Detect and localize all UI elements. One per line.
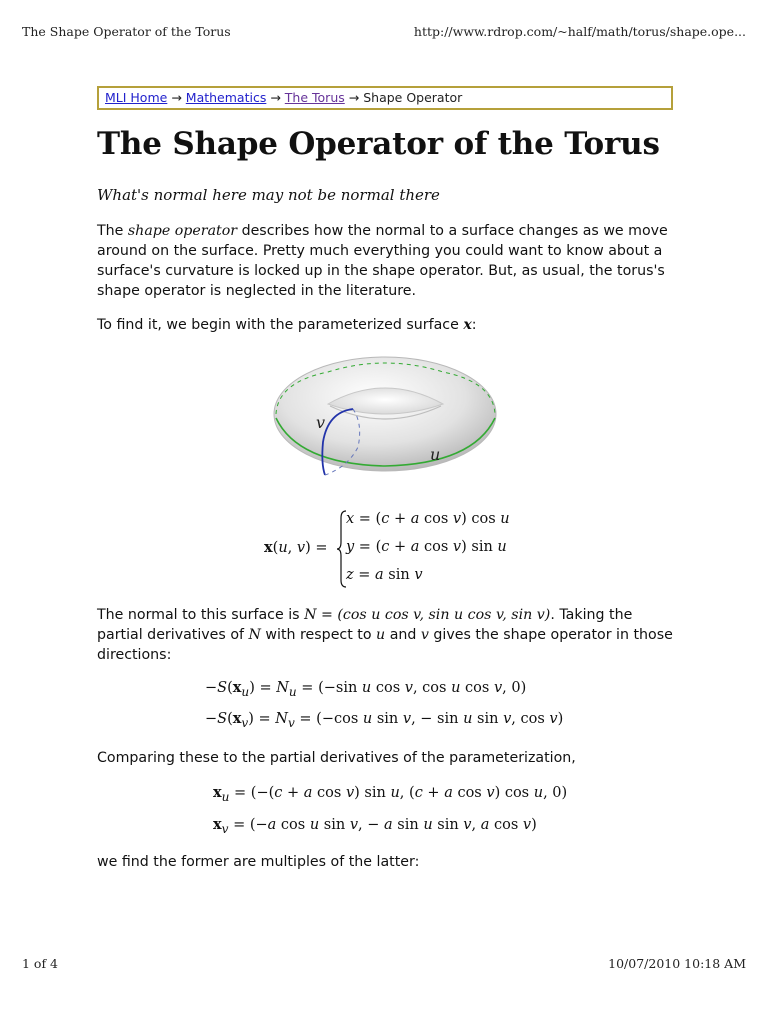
label-v: v	[316, 413, 326, 432]
normal-and: and	[385, 627, 421, 643]
find-it-end: :	[471, 317, 477, 333]
comparing-paragraph: Comparing these to the partial derivatives of the parameterization,	[97, 750, 576, 766]
print-footer-page-count: 1 of 4	[22, 956, 59, 971]
label-u: u	[430, 445, 441, 464]
param-eq-z: z = a sin v	[346, 567, 423, 583]
intro-paragraph	[97, 221, 677, 301]
normal-N: N	[248, 627, 261, 643]
intro-term: shape operator	[127, 223, 238, 239]
normal-definition: N = (cos u cos v, sin u cos v, sin v)	[304, 607, 551, 623]
find-it-symbol: x	[463, 317, 472, 333]
param-eq-lhs: x(u, v) =	[264, 539, 328, 556]
breadcrumb-link-the-torus[interactable]: The Torus	[284, 90, 345, 105]
print-header-title: The Shape Operator of the Torus	[22, 24, 231, 39]
normal-paragraph	[97, 605, 677, 665]
conclusion-paragraph: we find the former are multiples of the latter:	[97, 854, 420, 870]
normal-part4: gives the shape operator in those directions:	[97, 627, 673, 663]
print-header-url: http://www.rdrop.com/~half/math/torus/shape.ope...	[413, 24, 746, 39]
normal-v: v	[420, 627, 429, 643]
breadcrumb	[97, 86, 673, 110]
print-footer-timestamp: 10/07/2010 10:18 AM	[608, 956, 746, 971]
normal-part1: The normal to this surface is	[97, 607, 305, 623]
param-eq-x: x = (c + a cos v) cos u	[346, 511, 510, 527]
normal-u: u	[376, 627, 386, 643]
breadcrumb-separator: →	[270, 90, 281, 105]
breadcrumb-separator: →	[171, 90, 182, 105]
deriv-eq-v: $x_v = (-a$ cos u sin v, − a sin u sin v, a cos v)	[213, 816, 537, 836]
page-subtitle: What's normal here may not be normal there	[97, 186, 440, 204]
torus-figure	[268, 352, 503, 482]
breadcrumb-link-mli-home[interactable]: MLI Home	[105, 90, 168, 105]
intro-rest: describes how the normal to a surface changes as we move around on the surface. Pretty much everything you could want to know about a surface's curvature is locked up in the shape operator. But, as usual, the torus's shape operator is neglected in the literature.	[97, 223, 668, 299]
shape-eq-v: $-S(x_v) = N_v = (-\cos$ u sin v, − sin u sin v, cos v)	[205, 710, 564, 730]
find-it-text: To find it, we begin with the parameterized surface	[97, 317, 464, 333]
param-eq-y: y = (c + a cos v) sin u	[346, 539, 507, 555]
find-it-paragraph	[97, 315, 677, 335]
page-title: The Shape Operator of the Torus	[97, 126, 660, 162]
intro-lead: The	[97, 223, 128, 239]
deriv-eq-u: $x_u = (-(c + a$ cos v) sin u, (c + a cos v) cos u, 0)	[213, 784, 568, 804]
breadcrumb-current: Shape Operator	[363, 90, 463, 105]
breadcrumb-separator: →	[348, 90, 360, 105]
breadcrumb-link-mathematics[interactable]: Mathematics	[185, 90, 267, 105]
shape-eq-u: $-S(x_u) = N_u = (-\sin$ u cos v, cos u cos v, 0)	[205, 679, 527, 699]
normal-part3: with respect to	[260, 627, 377, 643]
normal-part2: . Taking the partial derivatives of	[97, 607, 633, 643]
